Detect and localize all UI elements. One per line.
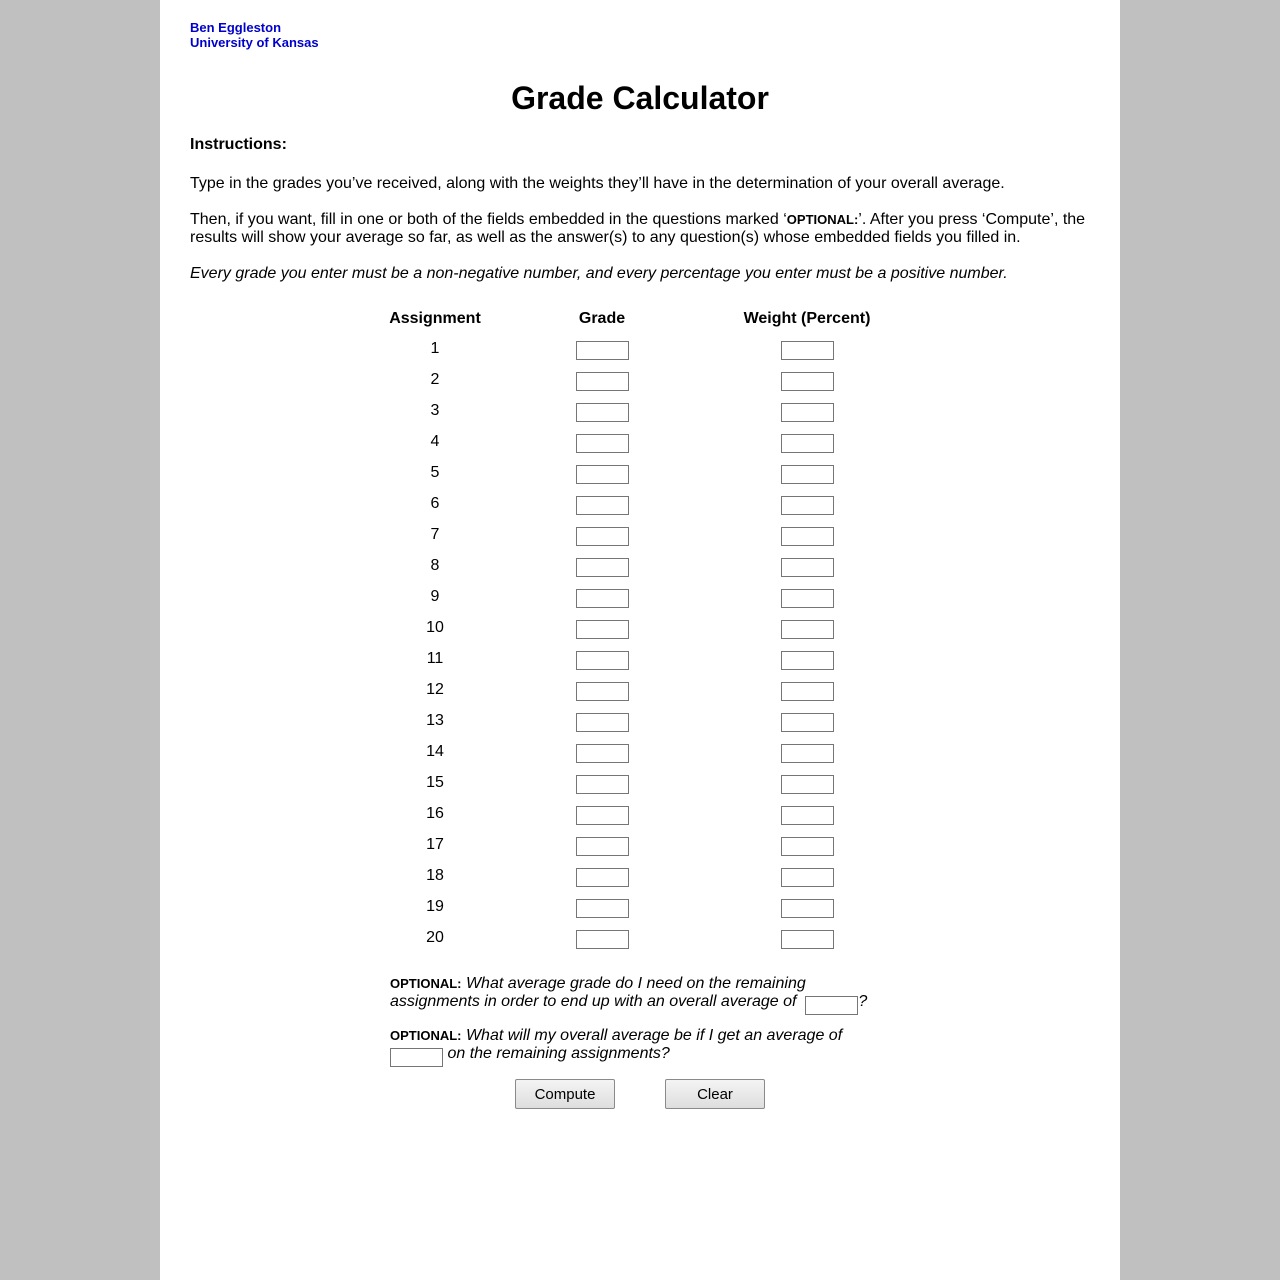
weight-input[interactable] bbox=[781, 465, 834, 484]
assignment-number: 14 bbox=[426, 743, 444, 760]
optional-marker: OPTIONAL: bbox=[786, 212, 859, 227]
grade-input[interactable] bbox=[576, 465, 629, 484]
weight-input[interactable] bbox=[781, 403, 834, 422]
assignment-number: 3 bbox=[430, 402, 440, 419]
optional-question-1-text: What average grade do I need on the remaining assignments in order to end up with an overall average of bbox=[390, 975, 806, 1010]
grade-input[interactable] bbox=[576, 372, 629, 391]
column-header-assignment: Assignment bbox=[389, 310, 481, 327]
optional-question-1 bbox=[390, 975, 890, 1015]
assignment-number: 6 bbox=[430, 495, 440, 512]
grade-input[interactable] bbox=[576, 527, 629, 546]
column-header-weight: Weight (Percent) bbox=[743, 310, 871, 327]
grade-input[interactable] bbox=[576, 403, 629, 422]
grade-input[interactable] bbox=[576, 651, 629, 670]
table-row bbox=[160, 526, 1120, 557]
weight-input[interactable] bbox=[781, 806, 834, 825]
grade-input[interactable] bbox=[576, 930, 629, 949]
author-name-link[interactable]: Ben Eggleston bbox=[190, 20, 282, 35]
optional-marker: OPTIONAL: bbox=[390, 1028, 462, 1043]
table-row bbox=[160, 681, 1120, 712]
weight-input[interactable] bbox=[781, 496, 834, 515]
table-row bbox=[160, 712, 1120, 743]
assignment-number: 11 bbox=[426, 650, 444, 667]
grade-input[interactable] bbox=[576, 837, 629, 856]
table-row bbox=[160, 464, 1120, 495]
assignment-number: 1 bbox=[430, 340, 440, 357]
table-row bbox=[160, 805, 1120, 836]
grade-input[interactable] bbox=[576, 496, 629, 515]
table-row bbox=[160, 774, 1120, 805]
column-header-grade: Grade bbox=[578, 310, 626, 327]
weight-input[interactable] bbox=[781, 837, 834, 856]
clear-button[interactable]: Clear bbox=[665, 1079, 765, 1109]
author-affiliation-link[interactable]: University of Kansas bbox=[190, 35, 319, 50]
assignment-number: 13 bbox=[426, 712, 444, 729]
table-row bbox=[160, 495, 1120, 526]
weight-input[interactable] bbox=[781, 744, 834, 763]
author-block bbox=[190, 20, 319, 50]
grade-input[interactable] bbox=[576, 620, 629, 639]
remaining-average-input[interactable] bbox=[390, 1048, 443, 1067]
table-row bbox=[160, 650, 1120, 681]
assignment-number: 15 bbox=[426, 774, 444, 791]
optional-marker: OPTIONAL: bbox=[390, 976, 462, 991]
weight-input[interactable] bbox=[781, 651, 834, 670]
instructions-heading: Instructions: bbox=[190, 136, 287, 153]
weight-input[interactable] bbox=[781, 372, 834, 391]
assignment-number: 18 bbox=[426, 867, 444, 884]
assignment-number: 8 bbox=[430, 557, 440, 574]
table-row bbox=[160, 340, 1120, 371]
weight-input[interactable] bbox=[781, 589, 834, 608]
table-row bbox=[160, 588, 1120, 619]
grade-input[interactable] bbox=[576, 775, 629, 794]
assignment-number: 12 bbox=[426, 681, 444, 698]
weight-input[interactable] bbox=[781, 527, 834, 546]
weight-input[interactable] bbox=[781, 620, 834, 639]
grade-input[interactable] bbox=[576, 341, 629, 360]
assignment-number: 19 bbox=[426, 898, 444, 915]
grade-input[interactable] bbox=[576, 558, 629, 577]
table-row bbox=[160, 867, 1120, 898]
weight-input[interactable] bbox=[781, 682, 834, 701]
weight-input[interactable] bbox=[781, 868, 834, 887]
table-row bbox=[160, 402, 1120, 433]
table-row bbox=[160, 557, 1120, 588]
instructions-paragraph-3: Every grade you enter must be a non-negative number, and every percentage you enter must be a positive number. bbox=[190, 265, 1008, 282]
instructions-p2-before: Then, if you want, fill in one or both of the fields embedded in the questions marked ‘ bbox=[190, 211, 787, 228]
weight-input[interactable] bbox=[781, 558, 834, 577]
assignment-number: 9 bbox=[430, 588, 440, 605]
instructions-paragraph-2 bbox=[190, 211, 1100, 247]
grade-input[interactable] bbox=[576, 682, 629, 701]
weight-input[interactable] bbox=[781, 899, 834, 918]
assignment-number: 4 bbox=[430, 433, 440, 450]
grade-input[interactable] bbox=[576, 713, 629, 732]
weight-input[interactable] bbox=[781, 713, 834, 732]
table-row bbox=[160, 743, 1120, 774]
assignment-number: 20 bbox=[426, 929, 444, 946]
compute-button[interactable]: Compute bbox=[515, 1079, 615, 1109]
table-row bbox=[160, 898, 1120, 929]
table-row bbox=[160, 371, 1120, 402]
assignment-number: 10 bbox=[426, 619, 444, 636]
instructions-paragraph-1: Type in the grades you’ve received, along with the weights they’ll have in the determination of your overall average. bbox=[190, 175, 1005, 192]
assignment-number: 17 bbox=[426, 836, 444, 853]
table-row bbox=[160, 433, 1120, 464]
instructions-p2-after: ’. After you press ‘Compute’, the results will show your average so far, as well as the answer(s) to any question(s) whose embedded fields you filled in. bbox=[190, 211, 1086, 246]
table-row bbox=[160, 836, 1120, 867]
optional-question-1-end: ? bbox=[858, 993, 868, 1010]
optional-question-2-text: What will my overall average be if I get an average of bbox=[465, 1027, 843, 1044]
target-average-input[interactable] bbox=[805, 996, 858, 1015]
page bbox=[160, 0, 1120, 1280]
table-row bbox=[160, 929, 1120, 960]
assignment-number: 16 bbox=[426, 805, 444, 822]
grade-input[interactable] bbox=[576, 589, 629, 608]
page-title: Grade Calculator bbox=[511, 80, 769, 116]
optional-question-2-end: on the remaining assignments? bbox=[447, 1045, 670, 1062]
grade-input[interactable] bbox=[576, 868, 629, 887]
weight-input[interactable] bbox=[781, 341, 834, 360]
grade-input[interactable] bbox=[576, 899, 629, 918]
grade-input[interactable] bbox=[576, 744, 629, 763]
weight-input[interactable] bbox=[781, 775, 834, 794]
assignment-number: 5 bbox=[430, 464, 440, 481]
grade-input[interactable] bbox=[576, 806, 629, 825]
weight-input[interactable] bbox=[781, 930, 834, 949]
optional-question-2 bbox=[390, 1027, 890, 1067]
weight-input[interactable] bbox=[781, 434, 834, 453]
assignment-number: 7 bbox=[430, 526, 440, 543]
table-row bbox=[160, 619, 1120, 650]
grade-input[interactable] bbox=[576, 434, 629, 453]
assignment-number: 2 bbox=[430, 371, 440, 388]
